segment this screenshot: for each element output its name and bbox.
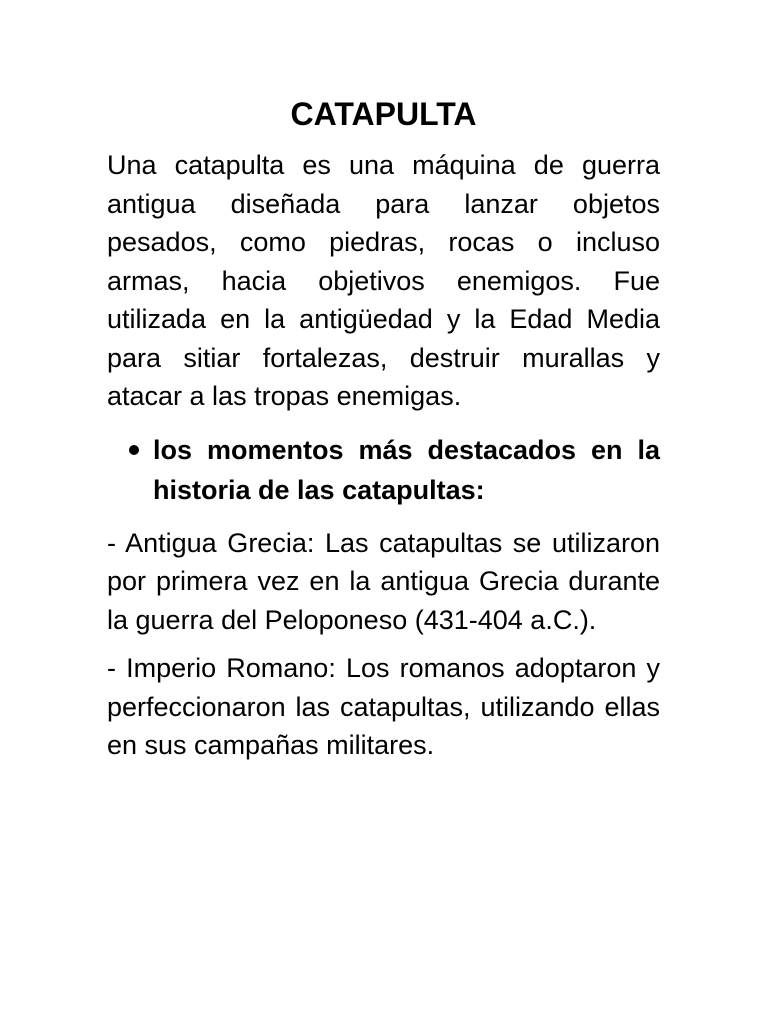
bullet-text: los momentos más destacados en la historia de las catapultas:: [153, 434, 660, 505]
bullet-dot-icon: [129, 445, 139, 455]
document-page: [107, 92, 660, 765]
bullet-item: [107, 430, 660, 510]
intro-paragraph: Una catapulta es una máquina de guerra antigua diseñada para lanzar objetos pesados, como piedras, rocas o incluso armas, hacia objetivos enemigos. Fue utilizada en la antigüedad y la Edad Media para sitiar fortalezas, destruir murallas y atacar a las tropas enemigas.: [107, 150, 660, 411]
bullet-list: [107, 430, 660, 510]
document-title: CATAPULTA: [290, 96, 477, 132]
history-item-antigua-grecia: - Antigua Grecia: Las catapultas se utilizaron por primera vez en la antigua Grecia durante la guerra del Peloponeso (431-404 a.C.).: [107, 527, 660, 635]
history-item-imperio-romano: - Imperio Romano: Los romanos adoptaron y perfeccionaron las catapultas, utilizando ellas en sus campañas militares.: [107, 653, 660, 760]
